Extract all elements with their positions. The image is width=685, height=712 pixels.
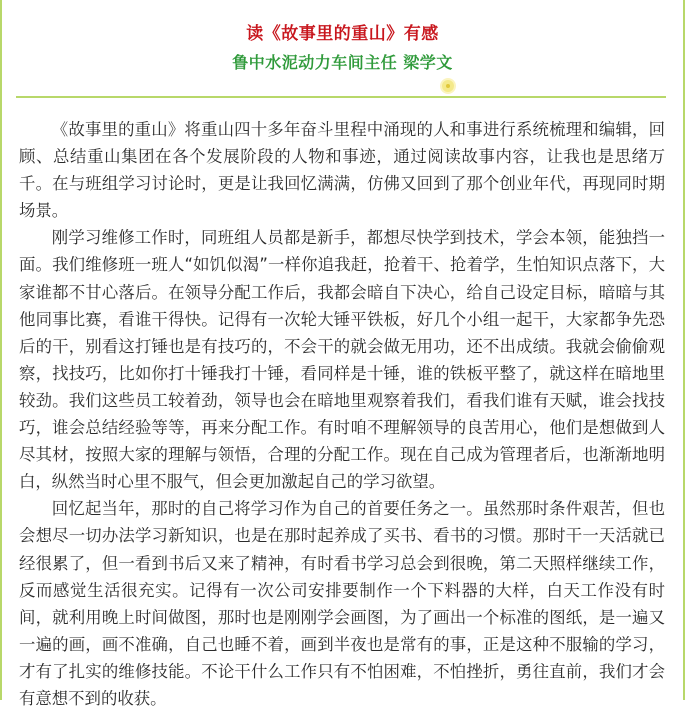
- article-body: [19, 116, 665, 712]
- header-divider: [16, 96, 666, 98]
- paragraph-1: 《故事里的重山》将重山四十多年奋斗里程中涌现的人和事进行系统梳理和编辑，回顾、总结重山集团在各个发展阶段的人物和事迹，通过阅读故事内容，让我也是思绪万千。在与班组学习讨论时，更是让我回忆满满，仿佛又回到了那个创业年代，再现同时期场景。: [19, 120, 665, 221]
- article-header: [2, 0, 683, 100]
- article-title: 读《故事里的重山》有感: [246, 24, 439, 44]
- paragraph-3: 回忆起当年，那时的自己将学习作为自己的首要任务之一。虽然那时条件艰苦，但也会想尽一切办法学习新知识，也是在那时起养成了买书、看书的习惯。那时干一天活就已经很累了，但一看到书后又来了精神，有时看书学习总会到很晚，第二天照样继续工作，反而感觉生活很充实。记得有一次公司安排要制作一个下料器的大样，白天工作没有时间，就利用晚上时间做图，那时也是刚刚学会画图，为了画出一个标准的图纸，是一遍又一遍的画，画不准确，自己也睡不着，画到半夜也是常有的事，正是这种不服输的学习，才有了扎实的维修技能。不论干什么工作只有不怕困难，不怕挫折，勇往直前，我们才会有意想不到的收获。: [19, 499, 665, 708]
- paragraph-2: 刚学习维修工作时，同班组人员都是新手，都想尽快学到技术，学会本领，能独挡一面。我们维修班一班人“如饥似渴”一样你追我赶，抢着干、抢着学，生怕知识点落下，大家谁都不甘心落后。在领导分配工作后，我都会暗自下决心，给自己设定目标，暗暗与其他同事比赛，看谁干得快。记得有一次轮大锤平铁板，好几个小组一起干，大家都争先恐后的干，别看这打锤也是有技巧的，不会干的就会做无用功，还不出成绩。我就会偷偷观察，找技巧，比如你打十锤我打十锤，看同样是十锤，谁的铁板平整了，就这样在暗地里较劲。我们这些员工较着劲，领导也会在暗地里观察着我们，看我们谁有天赋，谁会找技巧，谁会总结经验等等，再来分配工作。有时咱不理解领导的良苦用心，他们是想做到人尽其材，按照大家的理解与领悟，合理的分配工作。现在自己成为管理者后，也渐渐地明白，纵然当时心里不服气，但会更加激起自己的学习欲望。: [19, 228, 665, 492]
- article-author: 鲁中水泥动力车间主任 梁学文: [232, 53, 453, 72]
- sun-dot-icon: [442, 80, 454, 92]
